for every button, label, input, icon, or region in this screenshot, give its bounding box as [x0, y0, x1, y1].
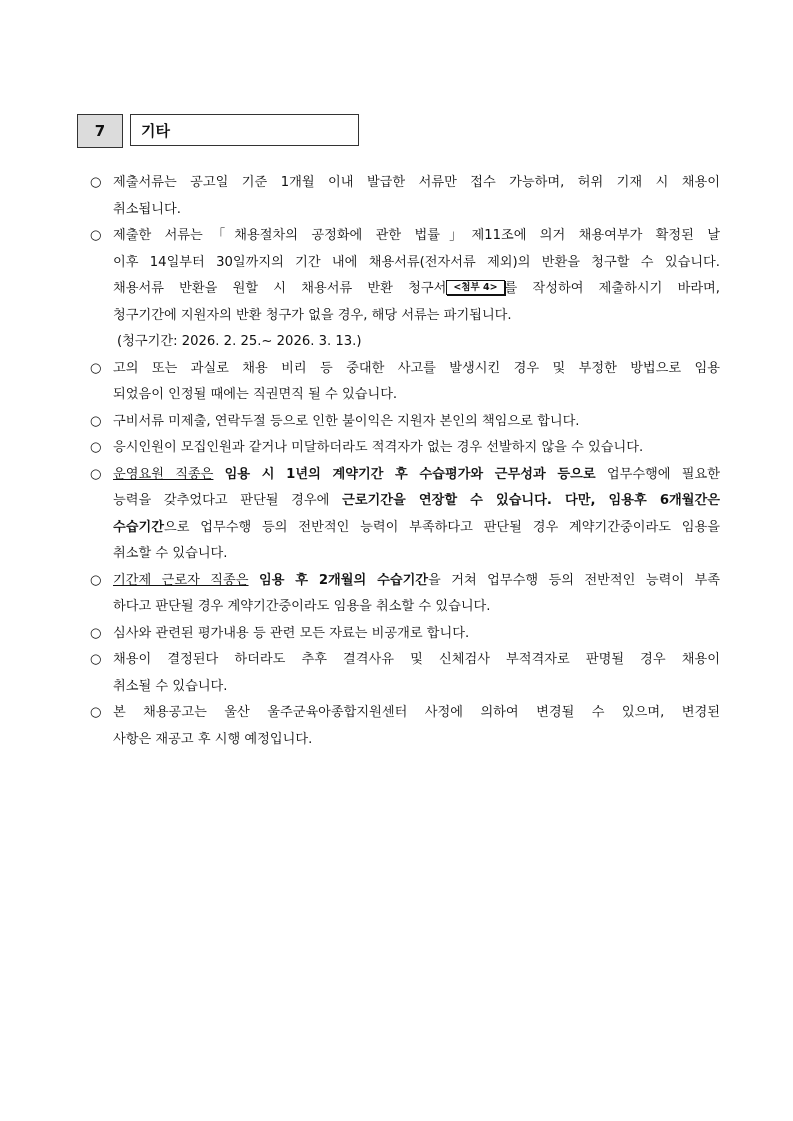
item-text: 심사와 관련된 평가내용 등 관련 모든 자료는 비공개로 합니다. — [113, 625, 470, 641]
bullet-icon: ○ — [90, 705, 102, 720]
item-text: 수습기간 — [113, 519, 164, 535]
notice-list — [90, 170, 720, 753]
bullet-icon: ○ — [90, 572, 102, 588]
item-text: 채용서류 반환을 원할 시 채용서류 반환 청구서 — [113, 281, 447, 296]
item-text: 를 작성하여 제출하시기 바라며, — [504, 281, 720, 296]
list-item — [90, 462, 720, 568]
item-text: 취소할 수 있습니다. — [113, 546, 228, 561]
item-text: 이후 14일부터 30일까지의 기간 내에 채용서류(전자서류 제외)의 반환을 청구할 수 있습니다. — [113, 254, 720, 270]
bullet-icon: ○ — [90, 625, 102, 641]
item-text: 능력을 갖추었다고 판단될 경우에 — [113, 493, 330, 508]
item-text: 채용이 결정된다 하더라도 추후 결격사유 및 신체검사 부적격자로 판명될 경우 채용이 — [113, 652, 720, 667]
section-title: 기타 — [130, 114, 359, 146]
item-text: 제출서류는 공고일 기준 1개월 이내 발급한 서류만 접수 가능하며, 허위 기재 시 채용이 — [113, 175, 720, 190]
bullet-icon: ○ — [90, 228, 102, 243]
section-number: 7 — [77, 114, 123, 148]
list-item — [90, 647, 720, 700]
item-text-line — [113, 276, 720, 303]
item-text: 본 채용공고는 울산 울주군육아종합지원센터 사정에 의하여 변경될 수 있으며, 변경된 — [113, 705, 720, 720]
item-text: 고의 또는 과실로 채용 비리 등 중대한 사고를 발생시킨 경우 및 부정한 방법으로 임용 — [113, 360, 720, 376]
list-item — [90, 409, 720, 436]
item-text-line — [113, 515, 720, 542]
item-text: 근로기간을 연장할 수 있습니다. 다만, 임용후 6개월간은 — [342, 493, 720, 508]
item-text: 을 거쳐 업무수행 등의 전반적인 능력이 부족 — [428, 572, 720, 588]
item-text-line — [113, 488, 720, 515]
item-text: 제출한 서류는「채용절차의 공정화에 관한 법률」제11조에 의거 채용여부가 확정된 날 — [113, 228, 720, 243]
list-item — [90, 435, 720, 462]
list-item — [90, 621, 720, 648]
item-text-line — [113, 568, 720, 595]
item-text: 업무수행에 필요한 — [606, 466, 720, 482]
item-text-line — [113, 462, 720, 489]
item-text: 임용 시 1년의 계약기간 후 수습평가와 근무성과 등으로 — [224, 466, 596, 482]
bullet-icon: ○ — [90, 175, 102, 190]
list-item — [90, 356, 720, 409]
list-item — [90, 700, 720, 753]
list-item — [90, 170, 720, 223]
item-text: 청구기간에 지원자의 반환 청구가 없을 경우, 해당 서류는 파기됩니다. — [113, 307, 512, 323]
item-text: 운영요원 직종은 — [113, 466, 214, 482]
bullet-icon: ○ — [90, 466, 102, 482]
item-text: 구비서류 미제출, 연락두절 등으로 인한 불이익은 지원자 본인의 책임으로 합니다. — [113, 413, 580, 429]
bullet-icon: ○ — [90, 413, 102, 429]
item-text: 으로 업무수행 등의 전반적인 능력이 부족하다고 판단될 경우 계약기간중이라도 임용을 — [163, 519, 720, 535]
list-item — [90, 223, 720, 356]
item-text: 임용 후 2개월의 수습기간 — [258, 572, 429, 588]
bullet-icon: ○ — [90, 652, 102, 667]
item-text: 사항은 재공고 후 시행 예정입니다. — [113, 731, 313, 747]
item-text: 응시인원이 모집인원과 같거나 미달하더라도 적격자가 없는 경우 선발하지 않을 수 있습니다. — [113, 440, 644, 455]
item-text: 취소됩니다. — [113, 201, 181, 217]
item-text: 취소될 수 있습니다. — [113, 678, 228, 694]
item-text: 되었음이 인정될 때에는 직권면직 될 수 있습니다. — [113, 387, 398, 402]
list-item — [90, 568, 720, 621]
item-text: 하다고 판단될 경우 계약기간중이라도 임용을 취소할 수 있습니다. — [113, 599, 491, 614]
item-text: 기간제 근로자 직종은 — [113, 572, 249, 588]
bullet-icon: ○ — [90, 360, 102, 376]
request-period: (청구기간: 2026. 2. 25.~ 2026. 3. 13.) — [117, 334, 362, 349]
attachment-tag: <첨부 4> — [446, 280, 504, 295]
bullet-icon: ○ — [90, 440, 102, 455]
